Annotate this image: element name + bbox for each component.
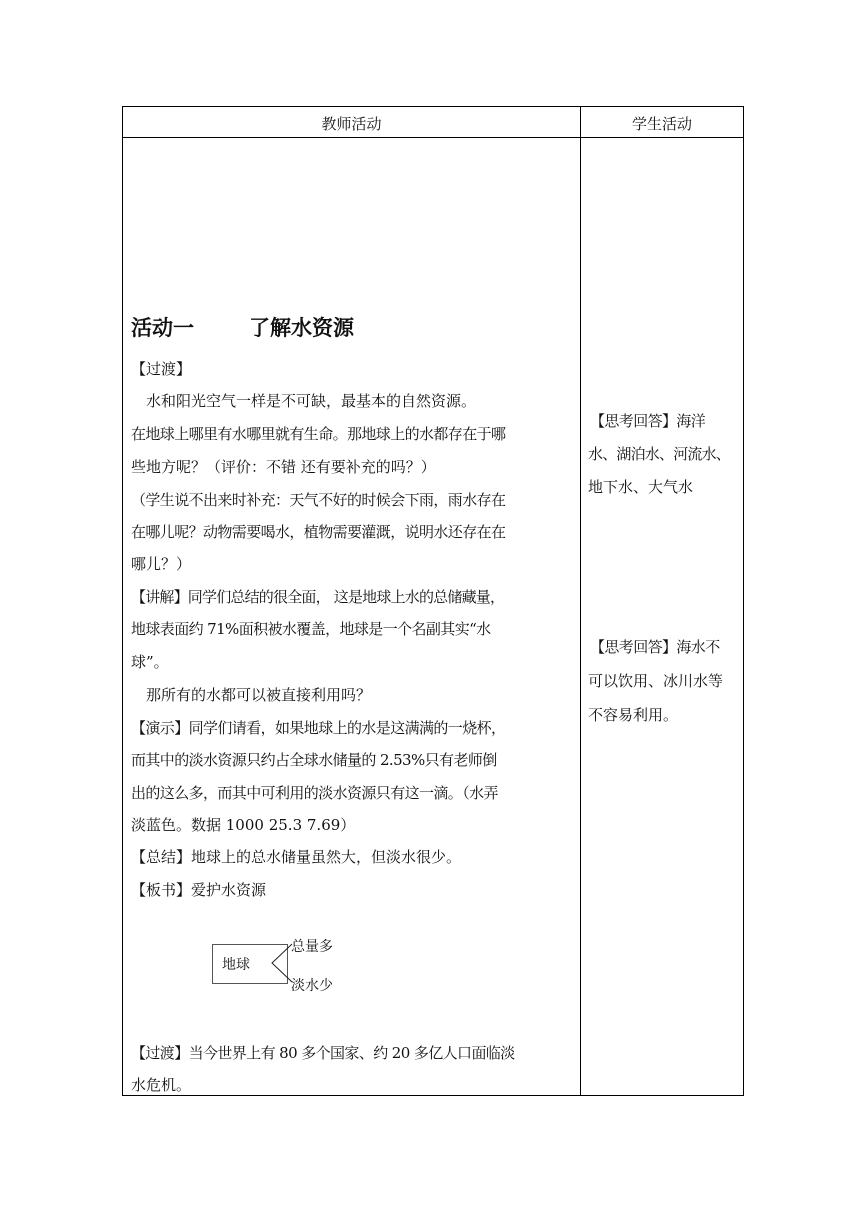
text-line: 淡蓝色。数据 1000 25.3 7.69） xyxy=(131,816,356,834)
student-text-line: 不容易利用。 xyxy=(588,706,679,724)
text-line: 哪儿？） xyxy=(131,555,192,573)
column-divider xyxy=(580,107,581,1095)
text-line: 而其中的淡水资源只约占全球水储量的 2.53%只有老师倒 xyxy=(131,751,497,769)
total-amount-label: 总量多 xyxy=(291,939,333,955)
fresh-water-label: 淡水少 xyxy=(291,978,333,994)
text-line: 【演示】同学们请看，如果地球上的水是这满满的一烧杯， xyxy=(131,719,506,737)
student-text-line: 可以饮用、冰川水等 xyxy=(588,672,724,690)
student-text-line: 【思考回答】海水不 xyxy=(590,638,720,656)
student-text-line: 地下水、大气水 xyxy=(588,478,694,496)
text-line: 【过渡】 xyxy=(131,360,192,378)
text-line: 水危机。 xyxy=(131,1076,192,1094)
student-text-line: 水、湖泊水、河流水、 xyxy=(588,445,731,463)
text-line: 出的这么多，而其中可利用的淡水资源只有这一滴。（水弄 xyxy=(131,784,498,802)
text-line: 【总结】地球上的总水储量虽然大，但淡水很少。 xyxy=(131,848,462,866)
text-line: 【过渡】当今世界上有 80 多个国家、约 20 多亿人口面临淡 xyxy=(131,1044,515,1062)
activity-title-topic: 了解水资源 xyxy=(249,316,354,340)
text-line: 那所有的水都可以被直接利用吗？ xyxy=(146,686,372,704)
text-line: 【板书】爱护水资源 xyxy=(131,881,267,899)
text-line: （学生说不出来时补充：天气不好的时候会下雨，雨水存在 xyxy=(131,491,506,509)
text-line: 些地方呢？（评价：不错 还有要补充的吗？） xyxy=(131,458,436,476)
text-line: 在哪儿呢？动物需要喝水，植物需要灌溉，说明水还存在在 xyxy=(131,523,506,541)
text-line: 水和阳光空气一样是不可缺，最基本的自然资源。 xyxy=(146,392,477,410)
earth-label: 地球 xyxy=(222,957,250,973)
activity-title-label: 活动一 xyxy=(131,316,194,340)
teacher-activity-header: 教师活动 xyxy=(321,115,382,133)
student-activity-header: 学生活动 xyxy=(631,115,692,133)
text-line: 球”。 xyxy=(131,653,169,671)
text-line: 地球表面约 71%面积被水覆盖，地球是一个名副其实“水 xyxy=(131,620,491,638)
student-text-line: 【思考回答】海洋 xyxy=(590,412,706,430)
text-line: 【讲解】同学们总结的很全面， 这是地球上水的总储藏量， xyxy=(131,588,505,606)
text-line: 在地球上哪里有水哪里就有生命。那地球上的水都存在于哪 xyxy=(131,425,506,443)
